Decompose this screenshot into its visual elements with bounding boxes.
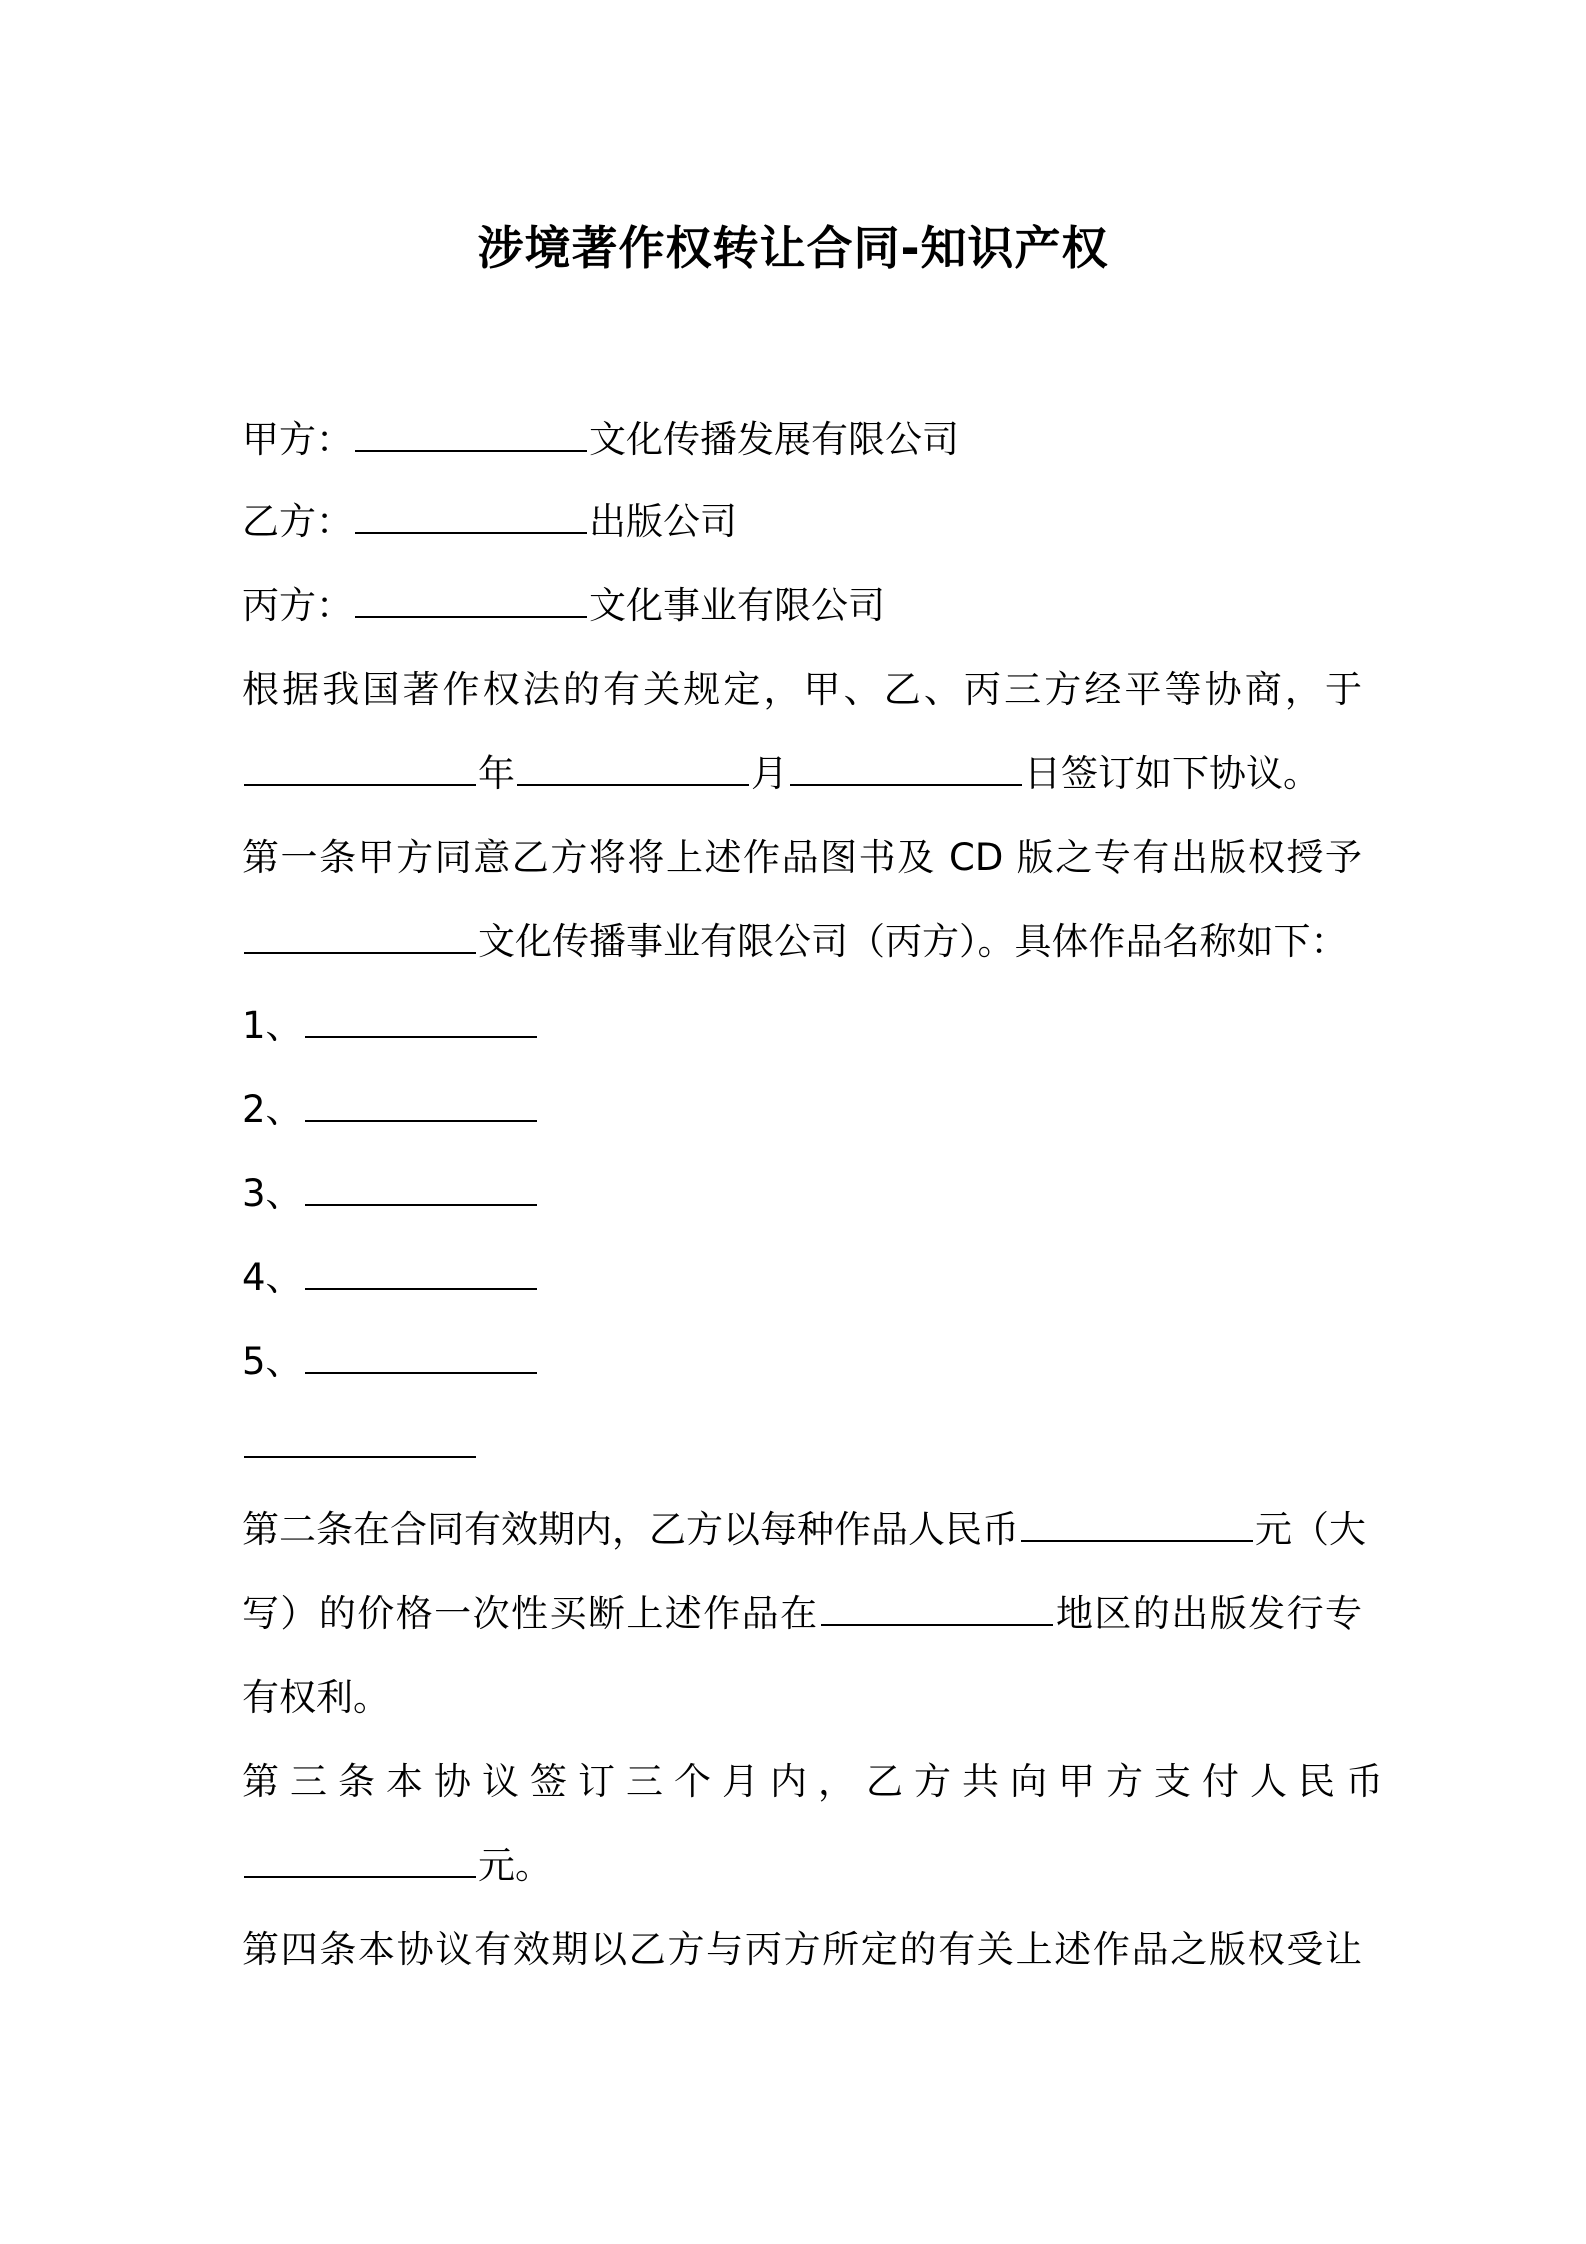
article1-line-2 xyxy=(242,916,1362,968)
preamble-day: 日签订如下协议。 xyxy=(1024,752,1320,795)
fill-blank xyxy=(790,783,1022,786)
fill-blank xyxy=(1021,1539,1253,1542)
party-a-label: 甲方： xyxy=(242,418,353,461)
work-item xyxy=(242,1336,1362,1388)
work-item-number: 5、 xyxy=(242,1340,303,1383)
preamble-year: 年 xyxy=(478,752,515,795)
article2-line-3: 有权利。 xyxy=(242,1676,390,1719)
preamble-line-2 xyxy=(242,748,1362,800)
work-item xyxy=(242,1252,1362,1304)
fill-blank xyxy=(305,1371,537,1374)
party-c-label: 丙方： xyxy=(242,584,353,627)
party-a-line xyxy=(242,414,1362,466)
fill-blank xyxy=(355,449,587,452)
article1-line-1: 第一条甲方同意乙方将将上述作品图书及 CD 版之专有出版权授予 xyxy=(242,836,1362,879)
party-b-line xyxy=(242,496,1362,548)
preamble-line-1: 根据我国著作权法的有关规定，甲、乙、丙三方经平等协商，于 xyxy=(242,668,1362,711)
fill-blank xyxy=(244,783,476,786)
fill-blank xyxy=(355,615,587,618)
fill-blank xyxy=(305,1119,537,1122)
party-c-line xyxy=(242,580,1362,632)
fill-blank xyxy=(305,1287,537,1290)
party-a-name: 文化传播发展有限公司 xyxy=(589,418,959,461)
work-item xyxy=(242,1084,1362,1136)
article2-text: 写）的价格一次性买断上述作品在 xyxy=(242,1592,819,1635)
article2-line-1 xyxy=(242,1504,1366,1556)
article3-line-1: 第三条本协议签订三个月内，乙方共向甲方支付人民币 xyxy=(242,1760,1394,1803)
fill-blank xyxy=(244,951,476,954)
party-b-label: 乙方： xyxy=(242,500,353,543)
fill-blank xyxy=(517,783,749,786)
article2-line-2 xyxy=(242,1588,1362,1640)
document-title: 涉境著作权转让合同-知识产权 xyxy=(477,221,1109,275)
article1-text: 文化传播事业有限公司（丙方）。具体作品名称如下： xyxy=(478,920,1348,963)
fill-blank xyxy=(305,1035,537,1038)
fill-blank xyxy=(244,1455,476,1458)
article3-line-2 xyxy=(242,1840,1362,1892)
work-item-number: 4、 xyxy=(242,1256,303,1299)
party-c-name: 文化事业有限公司 xyxy=(589,584,885,627)
preamble-month: 月 xyxy=(751,752,788,795)
work-item xyxy=(242,1000,1362,1052)
standalone-blank-line xyxy=(242,1420,1362,1472)
article2-text: 第二条在合同有效期内，乙方以每种作品人民币 xyxy=(242,1508,1019,1551)
article2-text: 地区的出版发行专 xyxy=(1054,1592,1363,1635)
fill-blank xyxy=(305,1203,537,1206)
fill-blank xyxy=(355,531,587,534)
fill-blank xyxy=(244,1875,476,1878)
work-item-number: 2、 xyxy=(242,1088,303,1131)
work-item-number: 3、 xyxy=(242,1172,303,1215)
work-item-number: 1、 xyxy=(242,1004,303,1047)
work-item xyxy=(242,1168,1362,1220)
article4-line-1: 第四条本协议有效期以乙方与丙方所定的有关上述作品之版权受让 xyxy=(242,1928,1362,1971)
party-b-name: 出版公司 xyxy=(589,500,737,543)
fill-blank xyxy=(821,1623,1053,1626)
article3-text: 元。 xyxy=(478,1844,552,1887)
article2-text: 元（大 xyxy=(1255,1508,1366,1551)
